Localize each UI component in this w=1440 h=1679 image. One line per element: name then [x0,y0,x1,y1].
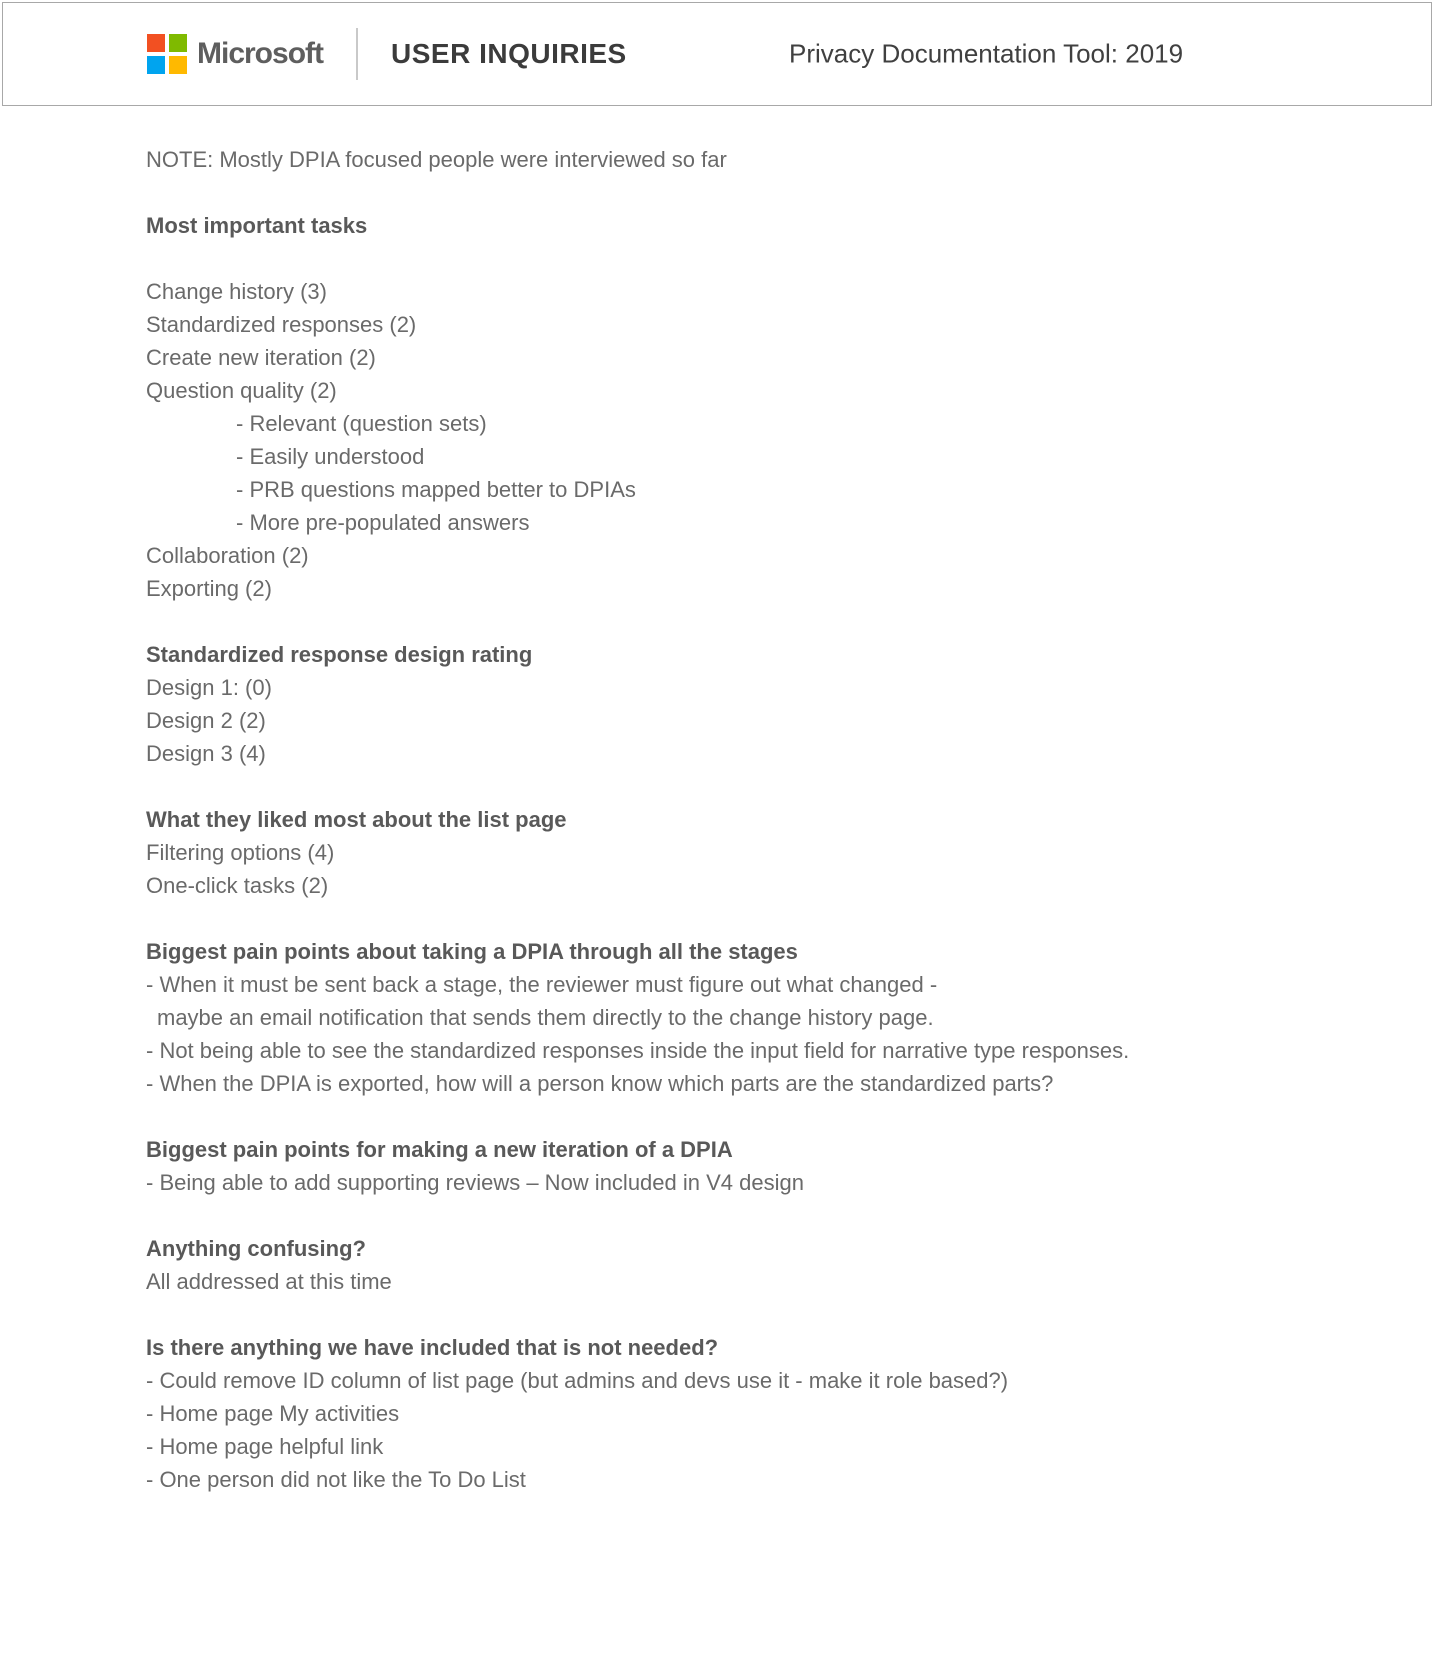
section [146,209,1416,605]
header-divider [356,28,358,80]
section [146,935,1416,1100]
text-line: - Being able to add supporting reviews – Now included in V4 design [146,1170,804,1195]
section-lines [146,1364,1416,1496]
document-body [146,143,1416,1496]
text-line: All addressed at this time [146,1269,392,1294]
text-line: - Not being able to see the standardized responses inside the input field for narrative type responses. [146,1038,1130,1063]
text-line: - Home page helpful link [146,1434,384,1459]
section [146,1331,1416,1496]
text-line: maybe an email notification that sends them directly to the change history page. [157,1005,934,1030]
section-heading: Biggest pain points about taking a DPIA through all the stages [146,939,798,964]
section-heading: Biggest pain points for making a new iteration of a DPIA [146,1137,733,1162]
section [146,1133,1416,1199]
section-heading: Is there anything we have included that is not needed? [146,1335,719,1360]
section-heading: What they liked most about the list page [146,807,567,832]
note-line: NOTE: Mostly DPIA focused people were interviewed so far [146,147,727,172]
text-line: Design 1: (0) [146,675,272,700]
text-line: - When it must be sent back a stage, the reviewer must figure out what changed - [146,972,938,997]
section [146,803,1416,902]
section-heading: Standardized response design rating [146,642,533,667]
logo-square-green [169,34,187,52]
section-lines [146,671,1416,770]
page-title: USER INQUIRIES [391,38,627,69]
text-line: Collaboration (2) [146,543,309,568]
section [146,638,1416,770]
header-subtitle: Privacy Documentation Tool: 2019 [789,38,1184,69]
text-line: Change history (3) [146,279,327,304]
text-line: Filtering options (4) [146,840,335,865]
section-lines [146,242,1416,605]
text-line: - When the DPIA is exported, how will a person know which parts are the standardized parts? [146,1071,1054,1096]
blank-line [146,242,1416,275]
header [2,2,1432,106]
text-line: - PRB questions mapped better to DPIAs [236,477,636,502]
section [146,1232,1416,1298]
section-lines [146,968,1416,1100]
text-line: Create new iteration (2) [146,345,376,370]
header-inner [3,3,1431,105]
section-lines [146,1265,1416,1298]
section-lines [146,1166,1416,1199]
section-lines [146,836,1416,902]
section-heading: Anything confusing? [146,1236,366,1261]
text-line: One-click tasks (2) [146,873,329,898]
text-line: - Easily understood [236,444,425,469]
brand-name: Microsoft [197,37,323,70]
text-line: - More pre-populated answers [236,510,530,535]
sections [146,209,1416,1496]
logo-square-blue [147,56,165,74]
text-line: - One person did not like the To Do List [146,1467,526,1492]
logo-square-yellow [169,56,187,74]
text-line: Design 3 (4) [146,741,266,766]
text-line: - Home page My activities [146,1401,400,1426]
section-heading: Most important tasks [146,213,368,238]
text-line: Exporting (2) [146,576,272,601]
text-line: Standardized responses (2) [146,312,417,337]
microsoft-logo-icon [147,34,187,74]
text-line: Question quality (2) [146,378,337,403]
text-line: Design 2 (2) [146,708,266,733]
text-line: - Could remove ID column of list page (but admins and devs use it - make it role based?) [146,1368,1009,1393]
text-line: - Relevant (question sets) [236,411,487,436]
logo-square-red [147,34,165,52]
